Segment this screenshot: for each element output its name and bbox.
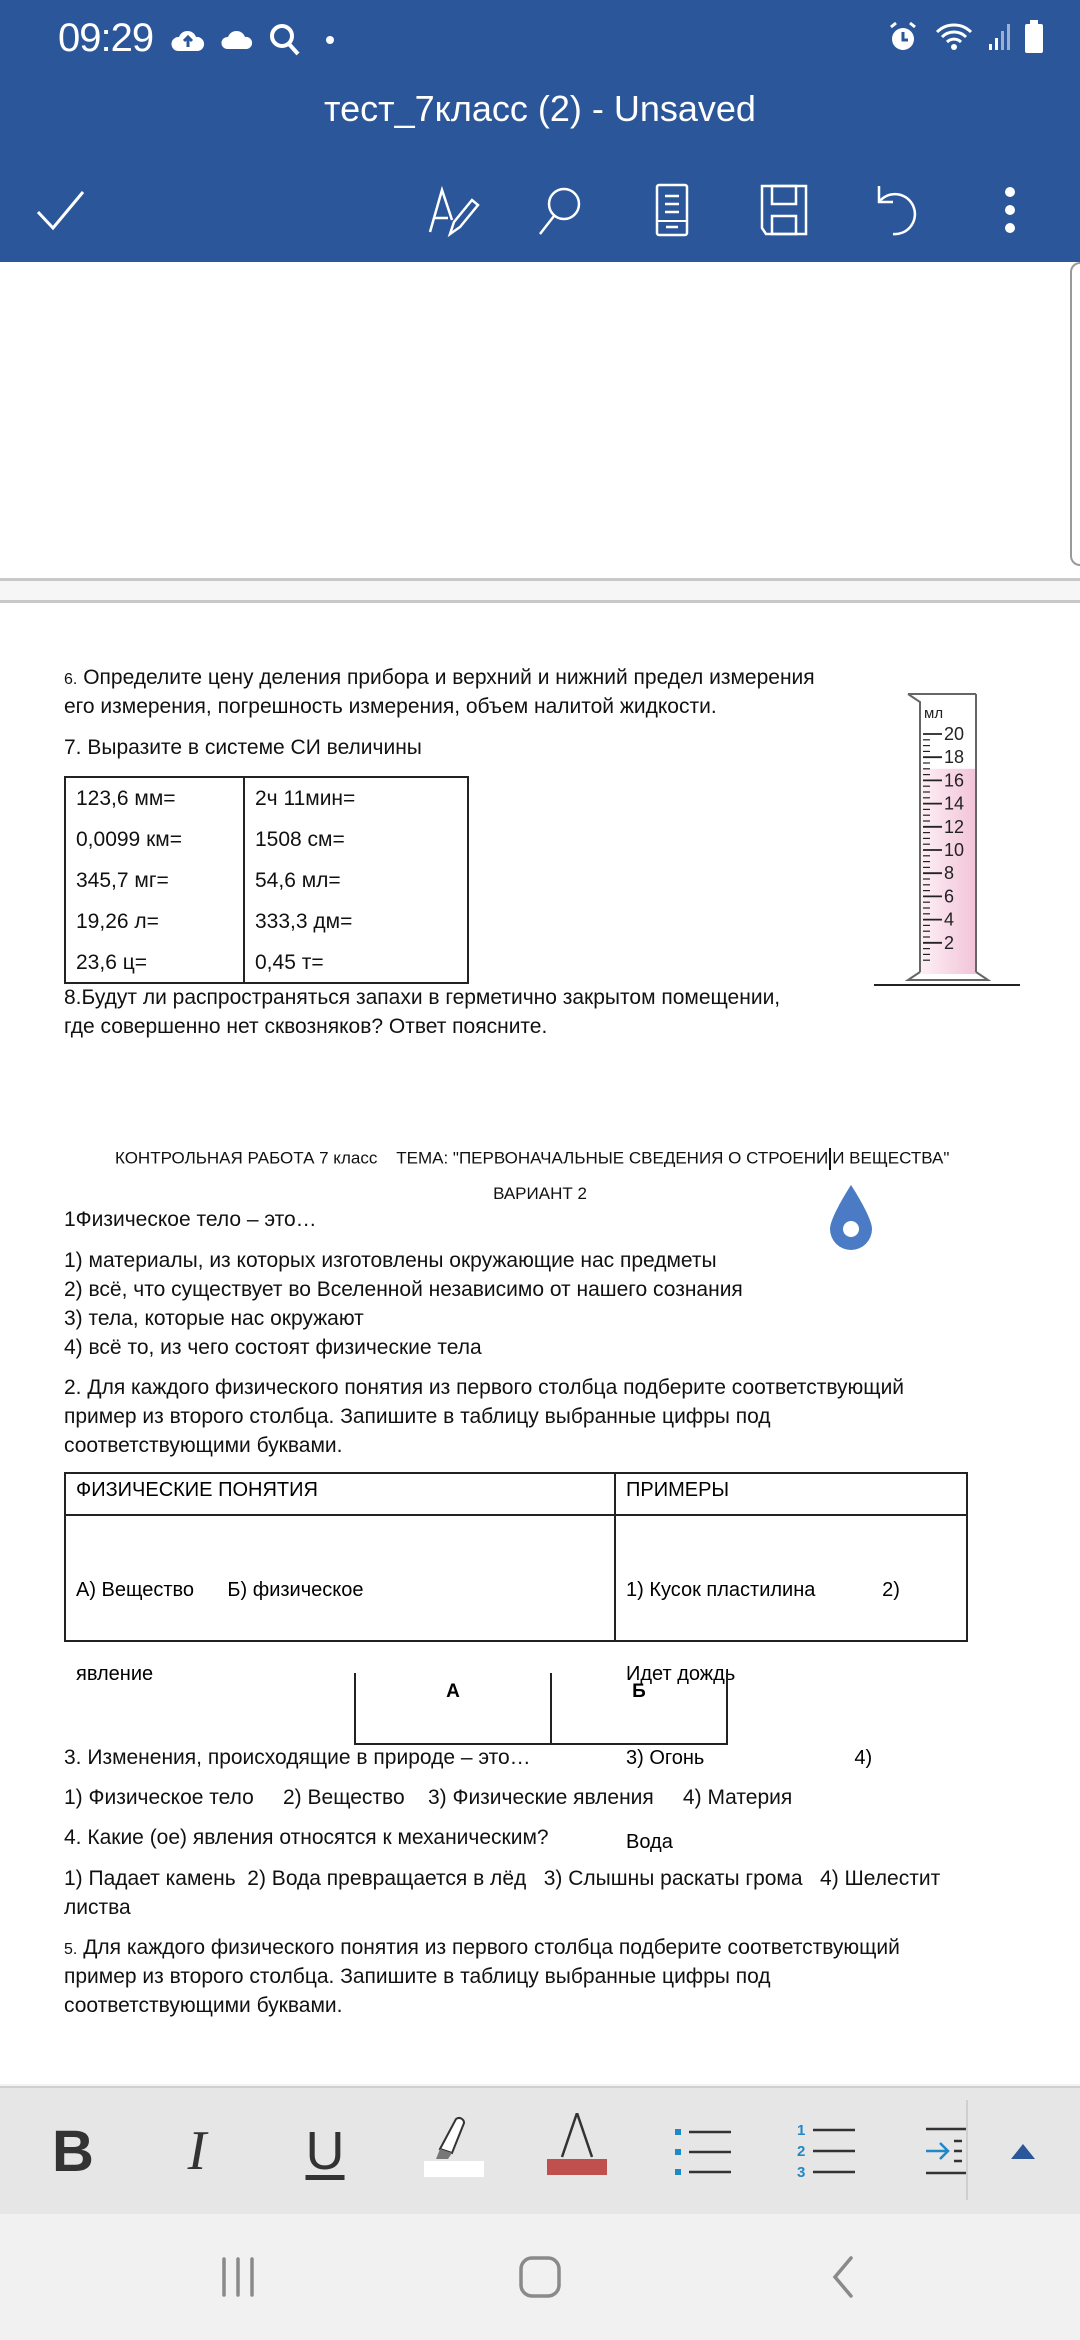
find-button[interactable] [520,170,600,250]
more-vertical-icon [1000,182,1020,238]
edit-mode-button[interactable] [412,170,492,250]
system-nav-bar [0,2214,1080,2340]
mobile-view-button[interactable] [632,170,712,250]
document-canvas[interactable] [0,262,1080,2084]
q6-line1: Определите цену деления прибора и верхний и нижний предел измерения [83,666,815,689]
q7-units-table [64,776,469,984]
scrollbar-thumb[interactable] [1070,262,1080,566]
text-cursor [829,1148,831,1170]
v2-q4-options: 1) Падает камень 2) Вода превращается в лёд 3) Слышны раскаты грома 4) Шелестит [64,1867,941,1890]
recent-apps-button[interactable] [198,2242,278,2312]
q6-number: 6. [64,671,78,688]
cloud-upload-icon [170,25,206,55]
scale-label: 20 [944,724,965,744]
heading-theme-part2: И ВЕЩЕСТВА" [832,1148,950,1168]
graduated-cylinder-figure [872,690,1022,990]
v2-q3-question: 3. Изменения, происходящие в природе – это… [64,1746,531,1769]
q8-line1: 8.Будут ли распространяться запахи в герметично закрытом помещении, [64,986,781,1009]
units-cell: 0,45 т= [255,951,324,974]
units-cell: 345,7 мг= [76,869,169,892]
units-cell: 123,6 мм= [76,787,176,810]
bullet-list-icon [673,2123,737,2179]
numbering-button[interactable] [784,2106,874,2196]
mobile-view-icon [652,182,692,238]
units-cell: 333,3 дм= [255,910,353,933]
numbering-3: 3 [797,2164,806,2181]
search-icon [532,182,588,238]
alarm-icon [886,20,920,54]
highlighter-icon [418,2113,488,2189]
v2-q5-line: пример из второго столбца. Запишите в таблицу выбранные цифры под [64,1965,771,1988]
undo-icon [871,182,921,238]
cursor-drag-handle[interactable] [826,1183,876,1253]
units-cell: 2ч 11мин= [255,787,356,810]
numbering-1: 1 [797,2122,806,2139]
signal-icon [988,22,1010,52]
underline-button[interactable] [280,2106,370,2196]
answer-table [354,1673,728,1745]
bold-icon: B [52,2118,94,2184]
underline-icon: U [305,2121,345,2181]
save-button[interactable] [744,170,824,250]
answer-col-a: А [446,1681,460,1702]
v2-q1-option: 4) всё то, из чего состоят физические тела [64,1336,482,1359]
scale-label: 8 [944,863,955,884]
app-toolbar [0,160,1080,260]
v2-q4-question: 4. Какие (ое) явления относятся к механическим? [64,1826,549,1849]
document-title: тест_7класс (2) - Unsaved [324,88,756,129]
v2-q2-line: пример из второго столбца. Запишите в таблицу выбранные цифры под [64,1405,771,1428]
test-heading [115,1148,949,1170]
v2-q5-number: 5. [64,1941,78,1958]
italic-icon: I [187,2120,207,2182]
scale-label: 4 [944,909,955,930]
highlight-button[interactable] [408,2106,498,2196]
home-button[interactable] [500,2242,580,2312]
v2-q1-option: 2) всё, что существует во Вселенной независимо от нашего сознания [64,1278,743,1301]
q8-line2: где совершенно нет сквозняков? Ответ поясните. [64,1015,548,1038]
home-icon [518,2255,562,2299]
example-line: 3) Огонь 4) [626,1747,873,1769]
q7-title: 7. Выразите в системе СИ величины [64,736,422,759]
heading-theme-part1: ТЕМА: "ПЕРВОНАЧАЛЬНЫЕ СВЕДЕНИЯ О СТРОЕНИ [396,1148,829,1168]
more-options-button[interactable] [970,170,1050,250]
example-line: Вода [626,1831,673,1853]
v2-q4-options-cont: листва [64,1896,131,1919]
units-cell: 54,6 мл= [255,869,341,892]
scale-label: 2 [944,932,955,953]
italic-button[interactable] [152,2106,242,2196]
wifi-icon [934,20,974,54]
units-cell: 19,26 л= [76,910,159,933]
app-header [0,0,1080,262]
concept-line: А) Вещество Б) физическое [76,1579,364,1601]
header-physical-concepts: ФИЗИЧЕСКИЕ ПОНЯТИЯ [76,1479,318,1501]
status-time: 09:29 [58,16,154,60]
unit-label: мл [924,705,944,722]
scale-label: 12 [944,816,965,837]
expand-ribbon-button[interactable] [978,2106,1068,2196]
font-color-button[interactable] [532,2106,622,2196]
cloud-icon [220,27,254,53]
numbering-2: 2 [797,2143,806,2160]
save-icon [758,182,810,238]
checkmark-icon [34,188,86,232]
numbered-list-icon [797,2121,861,2181]
example-line: Идет дождь [626,1663,736,1685]
v2-q3-options: 1) Физическое тело 2) Вещество 3) Физические явления 4) Материя [64,1786,793,1809]
font-color-icon [542,2113,612,2189]
scale-label: 18 [944,747,965,768]
triangle-up-icon [1010,2142,1036,2160]
scale-label: 6 [944,886,955,907]
v2-q2-line: 2. Для каждого физического понятия из первого столбца подберите соответствующий [64,1376,905,1399]
v2-q5-line: Для каждого физического понятия из первого столбца подберите соответствующий [83,1936,900,1959]
concept-line: явление [76,1663,154,1685]
scale-label: 14 [944,793,965,814]
scale-label: 10 [944,840,965,860]
indent-icon [906,2123,966,2179]
v2-q1-question: 1Физическое тело – это… [64,1208,317,1231]
format-toolbar [0,2086,1080,2216]
status-bar [0,0,1080,84]
example-line: 1) Кусок пластилина 2) [626,1579,900,1601]
concepts-cell [76,1520,363,1744]
table-header-row [66,1474,966,1516]
v2-q5-line: соответствующими буквами. [64,1994,343,2017]
variant-label: ВАРИАНТ 2 [493,1184,587,1203]
units-cell: 0,0099 км= [76,828,182,851]
search-icon [268,22,302,58]
battery-icon [1024,20,1044,54]
font-color-swatch [547,2159,607,2175]
bullets-button[interactable] [660,2106,750,2196]
scale-label: 16 [944,770,965,791]
v2-q2-line: соответствующими буквами. [64,1434,343,1457]
back-button[interactable] [802,2242,882,2312]
pen-edit-icon [424,182,480,238]
units-cell: 23,6 ц= [76,951,147,974]
bold-button[interactable] [28,2106,118,2196]
highlight-color-swatch [424,2161,484,2177]
header-examples: ПРИМЕРЫ [626,1479,730,1501]
undo-button[interactable] [856,170,936,250]
q6-line2: его измерения, погрешность измерения, объем налитой жидкости. [64,695,717,718]
units-cell: 1508 см= [255,828,345,851]
done-button[interactable] [20,170,100,250]
heading-left: КОНТРОЛЬНАЯ РАБОТА 7 класс [115,1148,378,1168]
v2-q1-option: 3) тела, которые нас окружают [64,1307,364,1330]
back-icon [827,2255,857,2299]
document-page-1[interactable] [0,262,1080,581]
recent-apps-icon [218,2255,258,2299]
answer-col-b: Б [632,1681,646,1702]
indent-button[interactable] [906,2106,966,2196]
dot-icon [326,36,334,44]
v2-q1-option: 1) материалы, из которых изготовлены окружающие нас предметы [64,1249,717,1272]
